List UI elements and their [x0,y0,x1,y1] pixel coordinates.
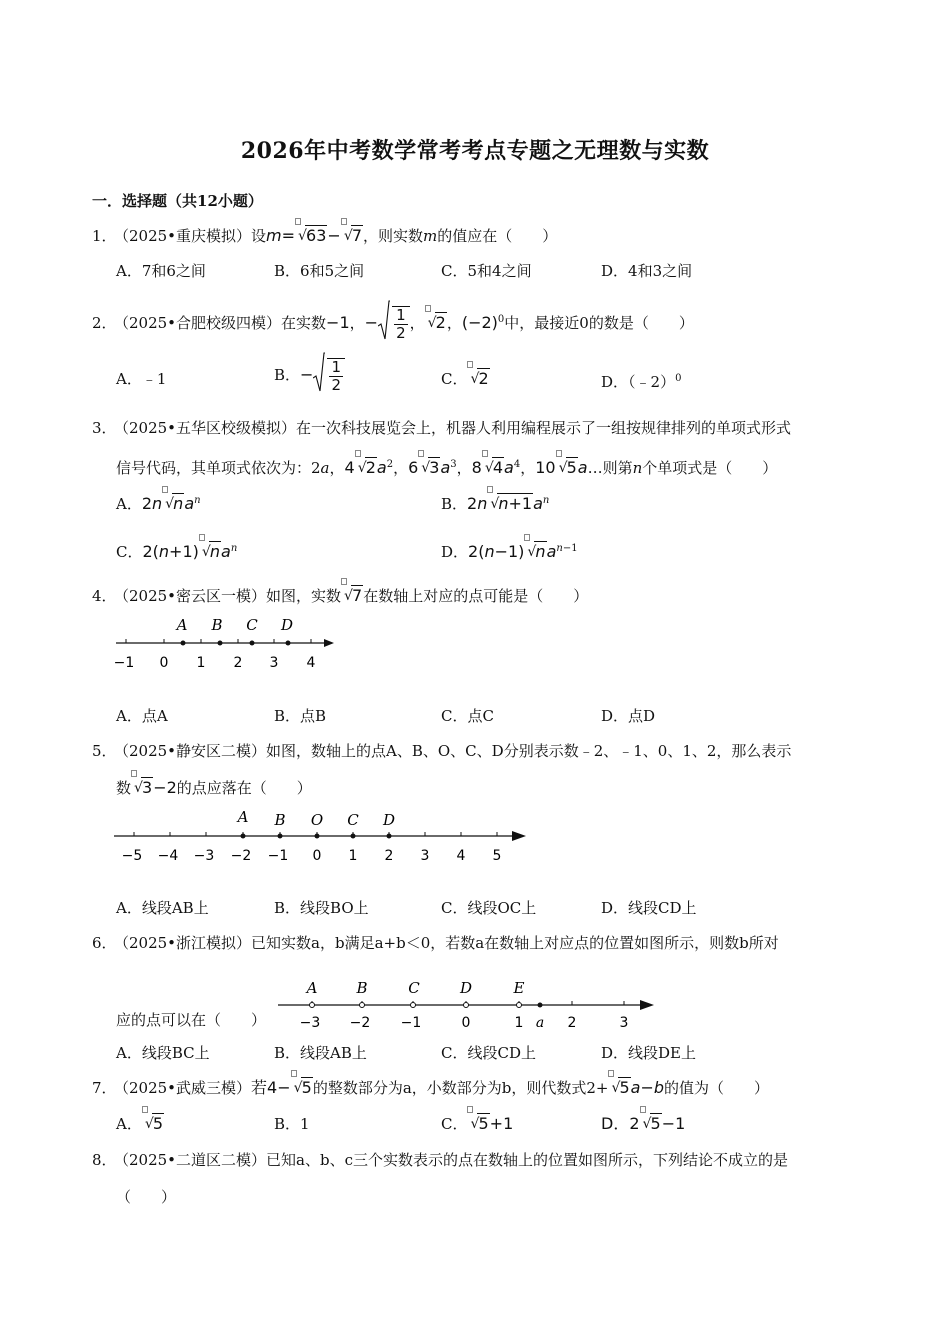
question-4: 4．（2025•密云区一模）如图，实数 √ 7在数轴上对应的点可能是（ ） [92,583,588,609]
radical: √ 7 [341,223,363,249]
option-a[interactable]: A．﹣1 [116,370,167,388]
tick-label: 1 [514,1015,524,1031]
option-b[interactable]: B．6和5之间 [274,262,365,280]
option-d[interactable]: D．线段DE上 [601,1044,697,1062]
point-o [315,834,320,839]
tick-label: 5 [492,848,502,864]
point-label: A [306,979,318,997]
point-a-value [538,1003,543,1008]
option-b[interactable]: B．2n √ $n+1a^n$ [441,488,549,517]
option-c[interactable]: C．线段OC上 [441,899,537,917]
tick-label: a [535,1015,545,1031]
question-8-line-2: （ ） [116,1188,177,1206]
option-d[interactable]: D．4和3之间 [601,262,693,280]
question-number: 1． [92,227,117,245]
point-b [218,641,223,646]
point-label: O [310,811,324,829]
option-b[interactable]: B．− $\frac{1}{2}$ [274,358,345,394]
option-a[interactable]: A．2n √ $na^n$ [116,488,201,517]
point-d [464,1003,469,1008]
tick-label: 3 [420,848,430,864]
tick-label: 0 [461,1015,471,1031]
radical: √ 63 [295,223,327,249]
tick-label: 2 [384,848,394,864]
option-a[interactable]: A．点A [116,707,168,725]
tick-label: −3 [193,848,215,864]
tick-label: −1 [400,1015,422,1031]
question-7: 7．（2025•武威三模）若4− √ 5的整数部分为a，小数部分为b，则代数式2+ √ 5a−b的值为（ ） [92,1075,769,1101]
option-b[interactable]: B．点B [274,707,327,725]
tick-label: −2 [349,1015,371,1031]
option-a[interactable]: A．线段BC上 [116,1044,210,1062]
option-a[interactable]: A．7和6之间 [116,262,206,280]
tick-label: 0 [159,655,169,671]
tick-label: 4 [306,655,316,671]
question-6: 6．（2025•浙江模拟）已知实数a，b满足a+b＜0，若数a在数轴上对应点的位置如图所示，则数b所对 [92,934,779,952]
tick-label: 0 [312,848,322,864]
point-label: D [382,811,396,829]
question-5-line-2: 数 √ 3−2的点应落在（ ） [116,775,312,801]
point-label: B [211,616,223,634]
point-label: C [408,979,420,997]
tick-label: −1 [267,848,289,864]
point-label: A [237,808,249,826]
tick-label: 4 [456,848,466,864]
option-c[interactable]: C．2(n+1) √ $na^n$ [116,536,237,565]
radical: √ 2 [425,310,447,336]
point-label: E [513,979,525,997]
page-title: 2026年中考数学常考考点专题之无理数与实数 [240,138,710,164]
option-c[interactable]: C． √ 5+1 [441,1111,513,1137]
point-c [411,1003,416,1008]
point-label: A [176,616,188,634]
question-1: 1．（2025•重庆模拟）设m= √ 63− √ 7，则实数m的值应在（ ） [92,223,557,249]
tick-label: −4 [157,848,179,864]
tick-label: 3 [269,655,279,671]
option-d[interactable]: D．（﹣2）$^0$ [601,373,682,391]
point-c [250,641,255,646]
option-d[interactable]: D．点D [601,707,656,725]
option-d[interactable]: D．2 √ 5−1 [601,1111,685,1137]
question-5: 5．（2025•静安区二模）如图，数轴上的点A、B、O、C、D分别表示数﹣2、﹣1、0、1、2，那么表示 [92,742,792,760]
option-c[interactable]: C．5和4之间 [441,262,532,280]
point-b [360,1003,365,1008]
question-source: （2025•重庆模拟） [114,227,252,245]
option-c[interactable]: C．线段CD上 [441,1044,536,1062]
point-label: B [356,979,368,997]
question-8: 8．（2025•二道区二模）已知a、b、c三个实数表示的点在数轴上的位置如图所示，下列结论不成立的是 [92,1151,788,1169]
tick-label: 1 [196,655,206,671]
point-label: B [274,811,286,829]
point-a [241,834,246,839]
option-a[interactable]: A． √ 5 [116,1111,164,1137]
option-b[interactable]: B．1 [274,1115,310,1133]
tick-label: 2 [567,1015,577,1031]
number-line-q5 [110,805,530,867]
point-label: C [246,616,258,634]
point-c [351,834,356,839]
question-6-line-2: 应的点可以在（ ） [116,1011,267,1029]
option-b[interactable]: B．线段BO上 [274,899,369,917]
point-b [278,834,283,839]
radical-fraction: $\frac{1}{2}$ [378,306,410,342]
section-heading: 一．选择题（共12小题） [92,192,263,210]
tick-label: −1 [113,655,135,671]
point-a [310,1003,315,1008]
number-line-q6 [272,972,662,1032]
point-a [181,641,186,646]
tick-label: 1 [348,848,358,864]
point-label: D [459,979,473,997]
point-label: C [347,811,359,829]
tick-label: −2 [230,848,252,864]
question-3-line-2: 信号代码，其单项式依次为：2a，4 √ $2a^2$，6 √ $3a^3$，8 √ $4a^4$，10 √ 5a…则第n个单项式是（ ） [116,452,777,481]
option-a[interactable]: A．线段AB上 [116,899,209,917]
point-label: D [280,616,294,634]
point-e [517,1003,522,1008]
tick-label: −3 [299,1015,321,1031]
number-line-q4 [112,612,342,674]
question-3: 3．（2025•五华区校级模拟）在一次科技展览会上，机器人利用编程展示了一组按规律排列的单项式形式 [92,419,792,437]
option-c[interactable]: C． √ 2 [441,366,490,392]
option-d[interactable]: D．2(n−1) √ $na^{n-1}$ [441,536,578,565]
tick-label: −5 [121,848,143,864]
tick-label: 3 [619,1015,629,1031]
option-c[interactable]: C．点C [441,707,494,725]
tick-label: 2 [233,655,243,671]
point-d [387,834,392,839]
option-b[interactable]: B．线段AB上 [274,1044,367,1062]
option-d[interactable]: D．线段CD上 [601,899,697,917]
point-d [286,641,291,646]
question-2: 2．（2025•合肥校级四模）在实数−1，− $\frac{1}{2}$ ， √ 2，$(-2)^0$中，最接近0的数是（ ） [92,306,694,342]
